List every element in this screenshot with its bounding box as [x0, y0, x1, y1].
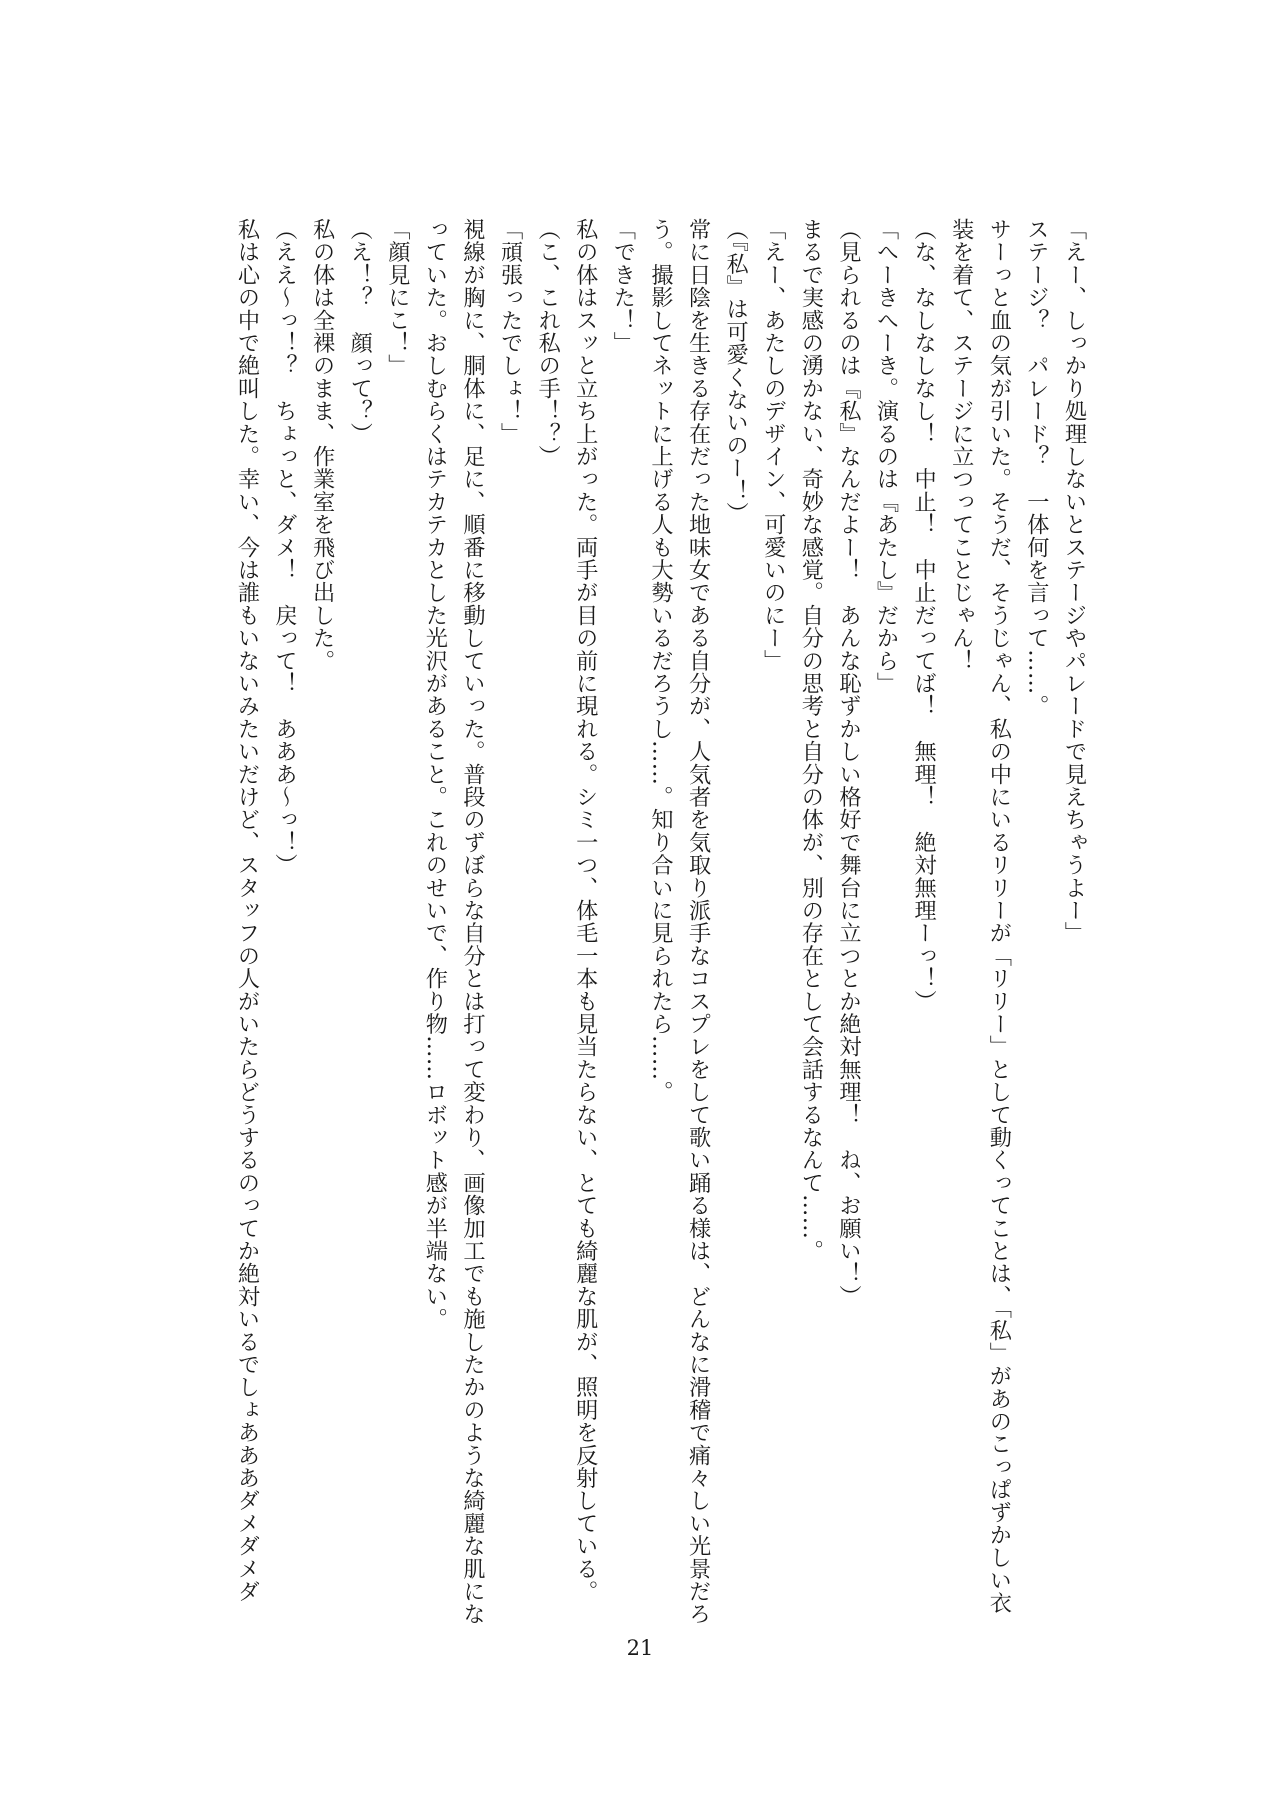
paragraph: 「顔見にこ！」 [384, 218, 411, 377]
paragraph: 「えー、あたしのデザイン、可愛いのにー」 [760, 218, 787, 672]
paragraph: 私の体は全裸のまま、作業室を飛び出した。 [309, 218, 336, 672]
paragraph: 「へーきへーき。演るのは『あたし』だから」 [873, 218, 900, 695]
paragraph: （見られるのは『私』なんだよー！ あんな恥ずかしい格好で舞台に立つとか絶対無理！ ね、お願い！） [835, 218, 862, 1308]
vertical-text-body [192, 218, 1092, 1628]
paragraph: ステージ？ パレード？ 一体何を言って……。 [1023, 218, 1050, 718]
paragraph: 視線が胸に、胴体に、足に、順番に移動していった。普段のずぼらな自分とは打って変わり、画像加工でも施したかのような綺麗な肌になっていた。おしむらくはテカテカとした光沢があること。これのせいで、作り物……ロボット感が半端ない。 [421, 218, 486, 1626]
paragraph: サーっと血の気が引いた。そうだ、そうじゃん、私の中にいるリリーが「リリー」として動くってことは、「私」があのこっぱずかしい衣装を着て、ステージに立つってことじゃん！ [948, 218, 1012, 1615]
paragraph: 「頑張ったでしょ！」 [497, 218, 524, 445]
paragraph: 私は心の中で絶叫した。幸い、今は誰もいないみたいだけど、スタッフの人がいたらどうするのってか絶対いるでしょあああダメダメダ [233, 218, 260, 1603]
paragraph: （え！？ 顔って？） [346, 218, 373, 445]
paragraph: 常に日陰を生きる存在だった地味女である自分が、人気者を気取り派手なコスプレをして歌い踊る様は、どんなに滑稽で痛々しい光景だろう。撮影してネットに上げる人も大勢いるだろうし……。知り合いに見られたら……。 [647, 218, 712, 1626]
paragraph: 私の体はスッと立ち上がった。両手が目の前に現れる。シミ一つ、体毛一本も見当たらない、とても綺麗な肌が、照明を反射している。 [572, 218, 599, 1603]
paragraph: （こ、これ私の手！？） [534, 218, 561, 468]
paragraph: まるで実感の湧かない、奇妙な感覚。自分の思考と自分の体が、別の存在として会話するなんて……。 [797, 218, 824, 1263]
paragraph: 「できた！」 [609, 218, 636, 355]
paragraph: （『私』は可愛くないのー！） [722, 218, 749, 525]
paragraph: （ええ～っ！？ ちょっと、ダメ！ 戻って！ あああ～っ！） [271, 218, 298, 877]
paragraph: （な、なしなしなし！ 中止！ 中止だってば！ 無理！ 絶対無理ーっ！） [910, 218, 937, 1013]
paragraph: 「えー、しっかり処理しないとステージやパレードで見えちゃうよー」 [1061, 218, 1087, 945]
page-number: 21 [626, 1636, 654, 1660]
